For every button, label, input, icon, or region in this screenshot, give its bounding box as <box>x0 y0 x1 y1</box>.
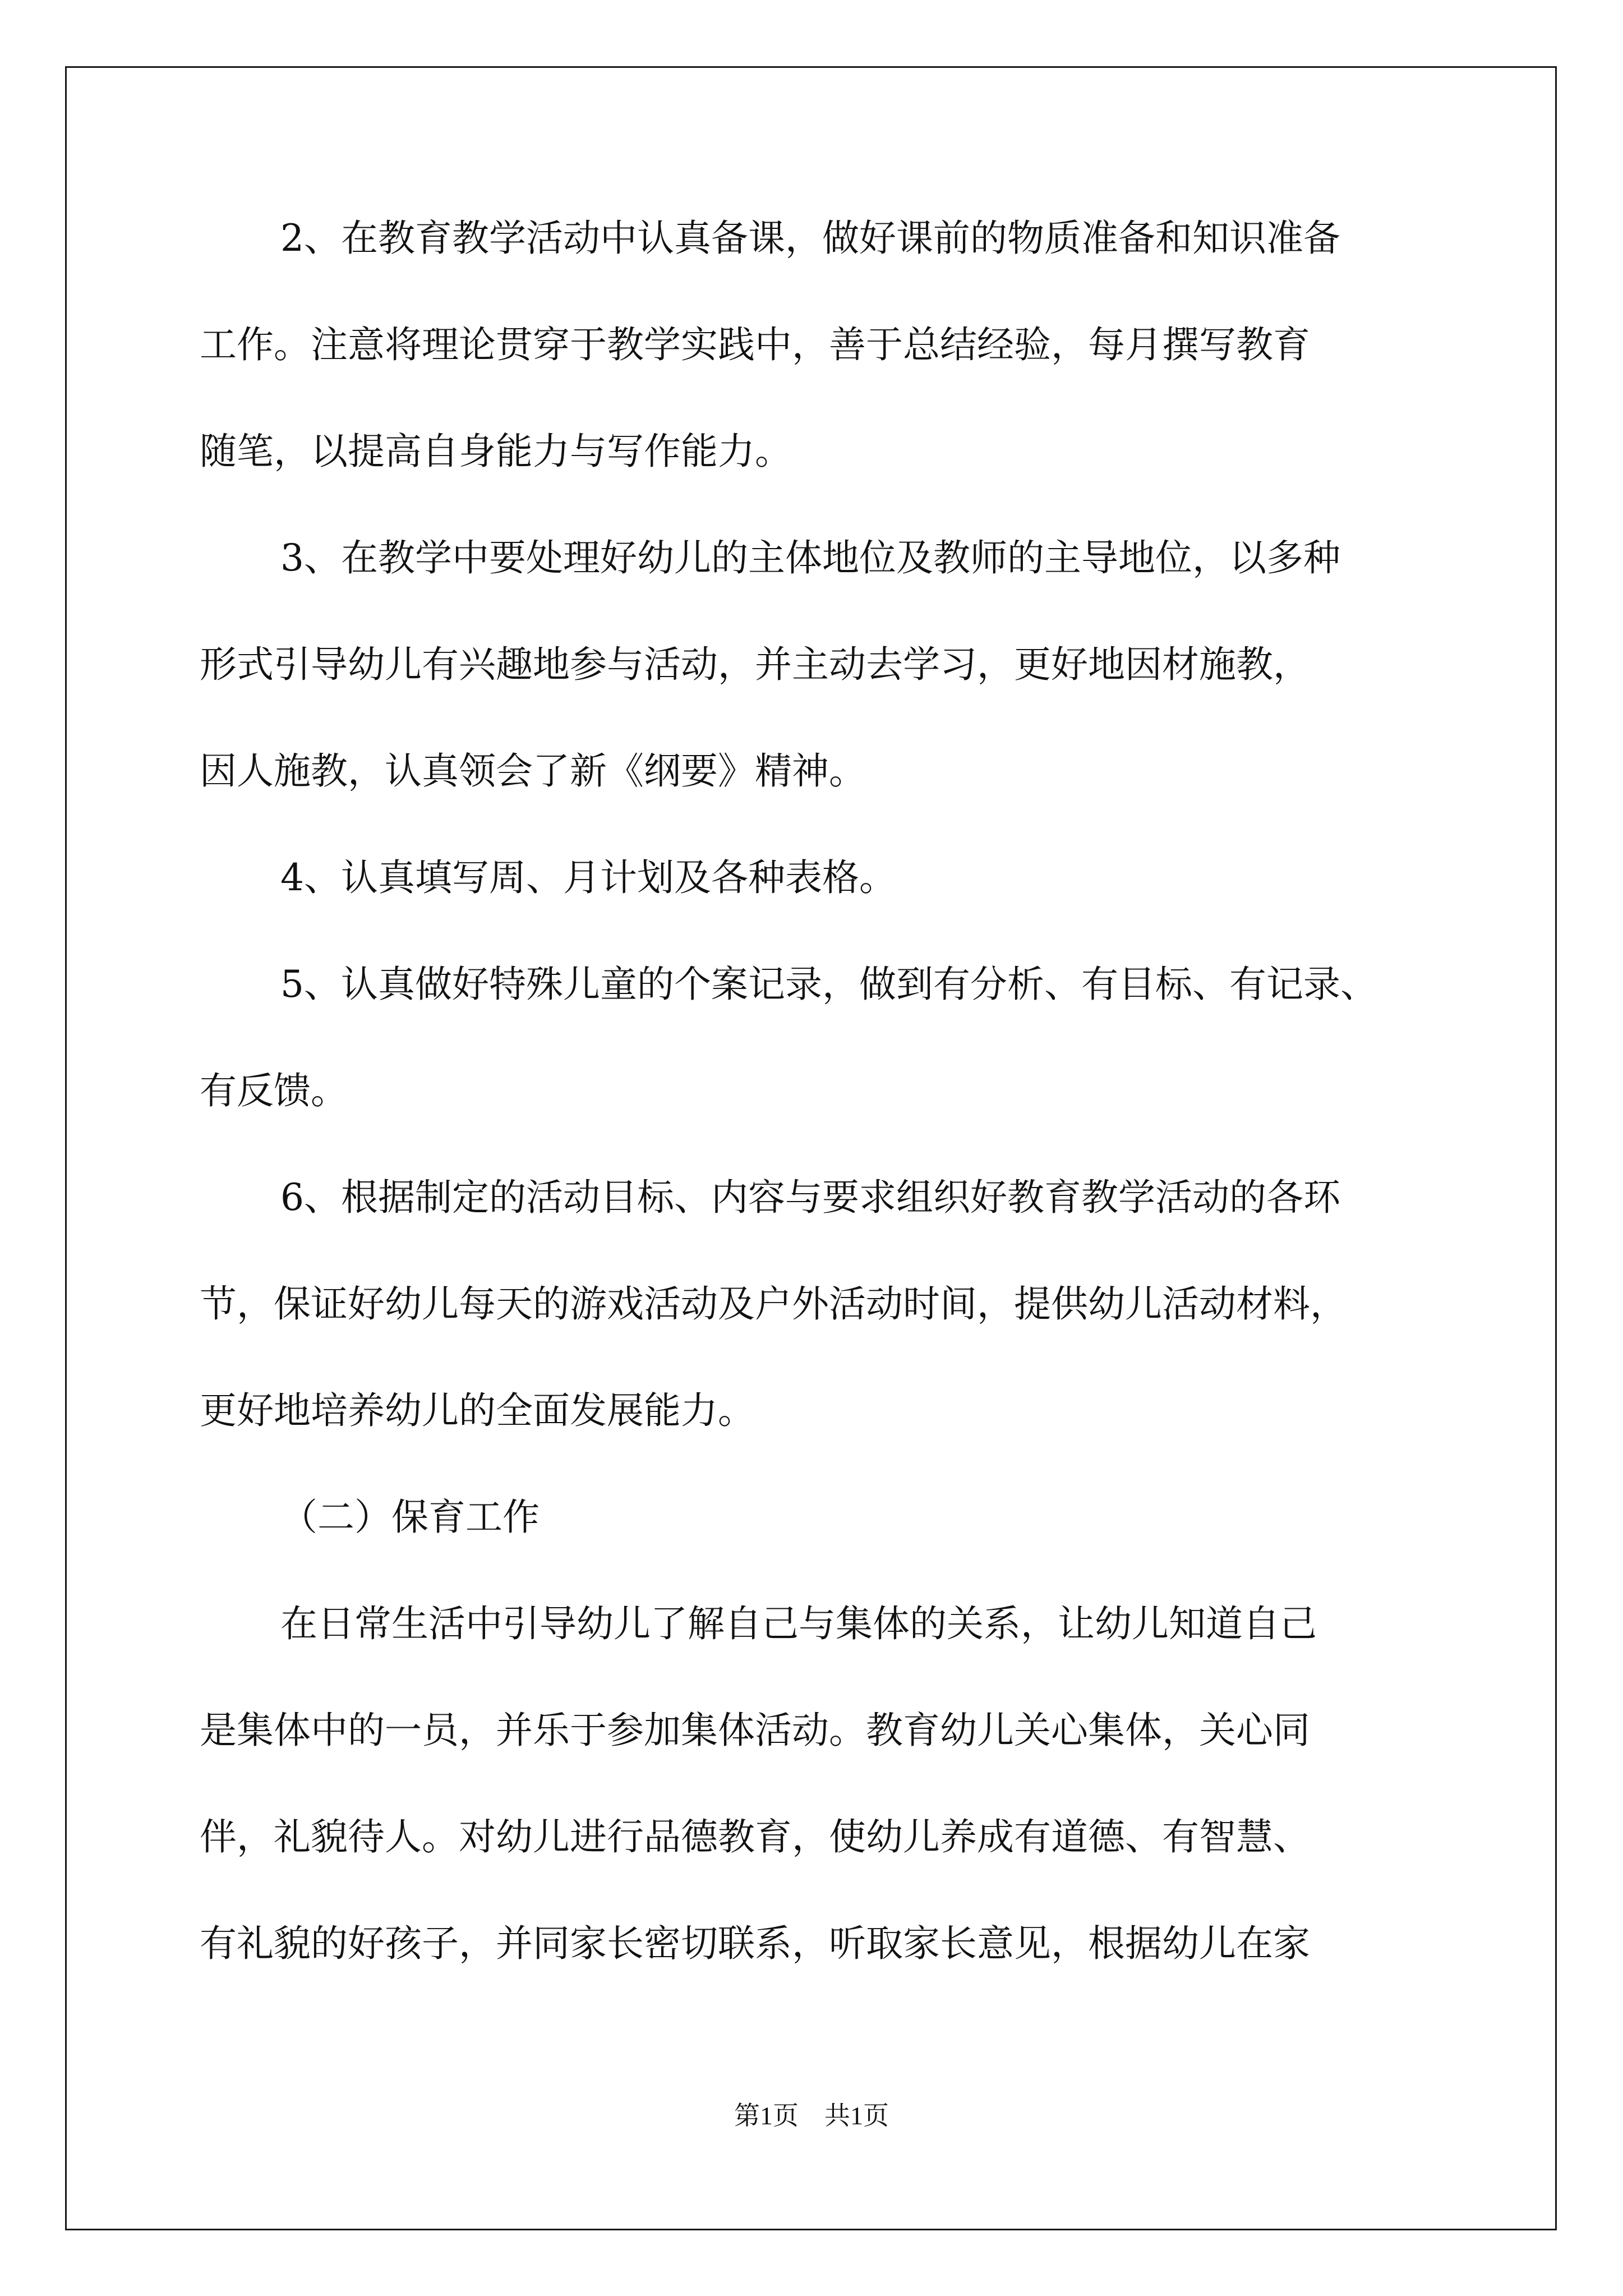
text-line: 4、认真填写周、月计划及各种表格。 <box>280 856 896 899</box>
heading-line: （二）保育工作 <box>280 1496 540 1539</box>
text-line: 5、认真做好特殊儿童的个案记录，做到有分析、有目标、有记录、 <box>280 963 1377 1006</box>
text-line: 因人施教，认真领会了新《纲要》精神。 <box>200 749 866 793</box>
text-line: 形式引导幼儿有兴趣地参与活动，并主动去学习，更好地因材施教， <box>200 643 1310 686</box>
text-line: 有反馈。 <box>200 1069 348 1112</box>
page-footer <box>0 2095 1623 2132</box>
text-line: 随笔，以提高自身能力与写作能力。 <box>200 430 792 473</box>
text-line: 6、根据制定的活动目标、内容与要求组织好教育教学活动的各环 <box>280 1176 1340 1219</box>
text-line: 在日常生活中引导幼儿了解自己与集体的关系，让幼儿知道自己 <box>280 1602 1317 1645</box>
page-number-label: 第1页 共1页 <box>734 2101 889 2130</box>
text-line: 有礼貌的好孩子，并同家长密切联系，听取家长意见，根据幼儿在家 <box>200 1922 1310 1965</box>
text-line: 更好地培养幼儿的全面发展能力。 <box>200 1389 755 1432</box>
text-line: 工作。注意将理论贯穿于教学实践中，善于总结经验，每月撰写教育 <box>200 323 1310 366</box>
text-line: 是集体中的一员，并乐于参加集体活动。教育幼儿关心集体，关心同 <box>200 1709 1310 1752</box>
text-line: 伴，礼貌待人。对幼儿进行品德教育，使幼儿养成有道德、有智慧、 <box>200 1815 1310 1858</box>
text-line: 节，保证好幼儿每天的游戏活动及户外活动时间，提供幼儿活动材料， <box>200 1282 1347 1326</box>
text-line: 3、在教学中要处理好幼儿的主体地位及教师的主导地位，以多种 <box>280 536 1340 579</box>
text-line: 2、在教育教学活动中认真备课，做好课前的物质准备和知识准备 <box>280 217 1340 260</box>
